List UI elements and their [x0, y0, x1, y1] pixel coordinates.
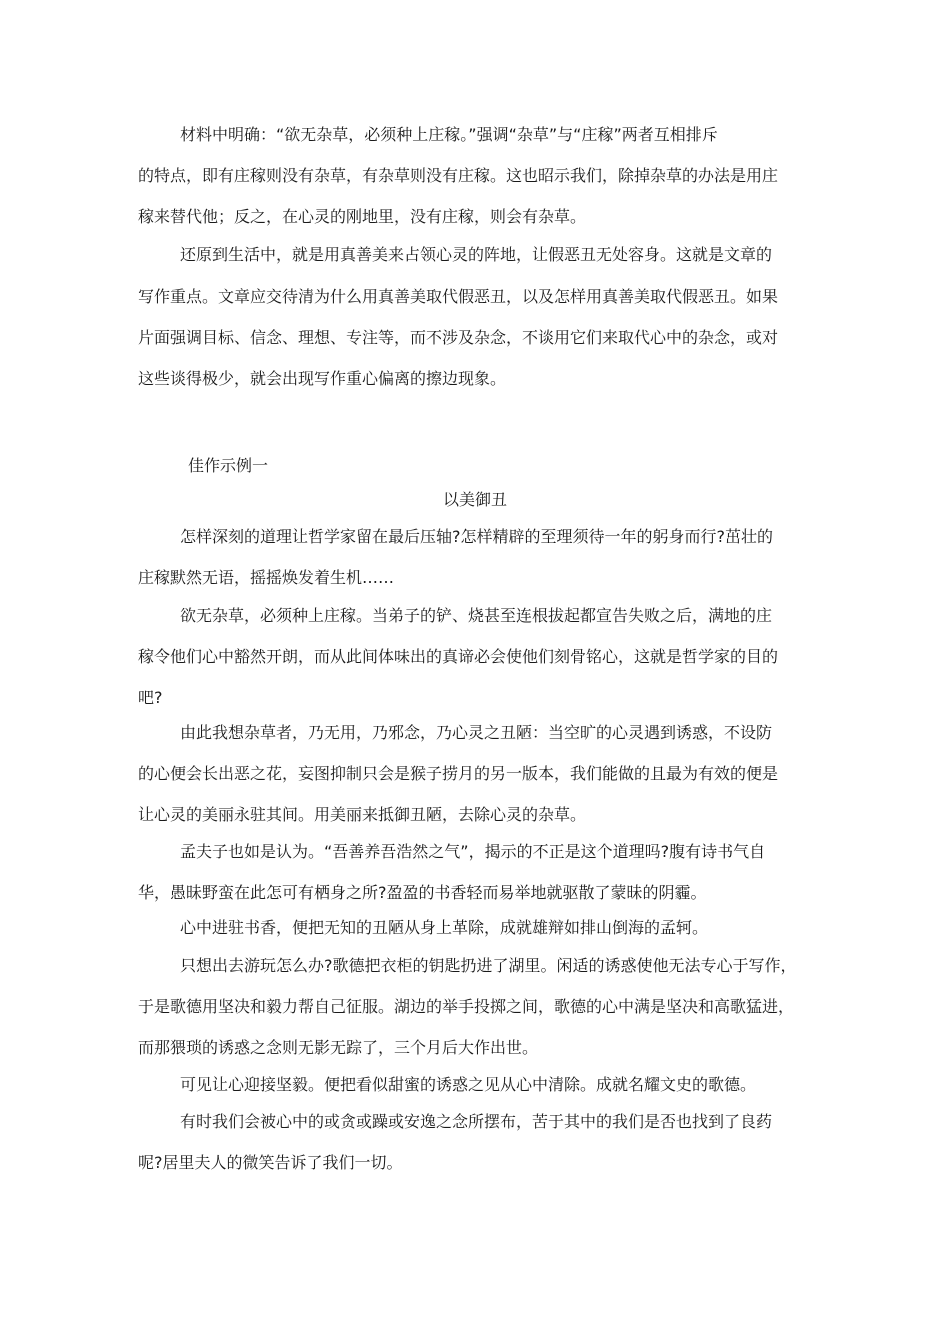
- text-line: 让心灵的美丽永驻其间。用美丽来抵御丑陋，去除心灵的杂草。: [138, 805, 587, 824]
- text-line: 还原到生活中，就是用真善美来占领心灵的阵地，让假恶丑无处容身。这就是文章的: [180, 245, 773, 264]
- text-line: 于是歌德用坚决和毅力帮自己征服。湖边的举手投掷之间，歌德的心中满是坚决和高歌猛进，: [138, 997, 795, 1016]
- text-line: 呢?居里夫人的微笑告诉了我们一切。: [138, 1153, 403, 1172]
- text-line: 稼令他们心中豁然开朗，而从此间体味出的真谛必会使他们刻骨铭心，这就是哲学家的目的: [138, 647, 779, 666]
- text-line: 稼来替代他；反之，在心灵的刚地里，没有庄稼，则会有杂草。: [138, 207, 587, 226]
- text-line: 孟夫子也如是认为。“吾善养吾浩然之气”，揭示的不正是这个道理吗?腹有诗书气自: [180, 842, 766, 861]
- text-line: 怎样深刻的道理让哲学家留在最后压轴?怎样精辟的至理须待一年的躬身而行?茁壮的: [180, 527, 773, 546]
- text-line: 欲无杂草，必须种上庄稼。当弟子的铲、烧甚至连根拔起都宣告失败之后，满地的庄: [180, 606, 773, 625]
- text-line: 心中进驻书香，便把无知的丑陋从身上革除，成就雄辩如排山倒海的孟轲。: [180, 918, 709, 937]
- text-line: 吧?: [138, 688, 163, 707]
- text-line: 而那猥琐的诱惑之念则无影无踪了，三个月后大作出世。: [138, 1038, 539, 1057]
- text-line: 只想出去游玩怎么办?歌德把衣柜的钥匙扔进了湖里。闲适的诱惑使他无法专心于写作，: [180, 956, 797, 975]
- essay-title: 以美御丑: [442, 490, 507, 509]
- example-heading: 佳作示例一: [188, 456, 269, 475]
- text-line: 庄稼默然无语，摇摇焕发着生机……: [138, 568, 395, 587]
- text-line: 这些谈得极少，就会出现写作重心偏离的擦边现象。: [138, 369, 507, 388]
- text-line: 写作重点。文章应交待清为什么用真善美取代假恶丑，以及怎样用真善美取代假恶丑。如果: [138, 287, 779, 306]
- text-line: 材料中明确：“欲无杂草，必须种上庄稼。”强调“杂草”与“庄稼”两者互相排斥: [180, 125, 718, 144]
- text-line: 可见让心迎接坚毅。便把看似甜蜜的诱惑之见从心中清除。成就名耀文史的歌德。: [180, 1075, 757, 1094]
- text-line: 有时我们会被心中的或贪或躁或安逸之念所摆布，苦于其中的我们是否也找到了良药: [180, 1112, 773, 1131]
- text-line: 的心便会长出恶之花，妄图抑制只会是猴子捞月的另一版本，我们能做的且最为有效的便是: [138, 764, 779, 783]
- text-line: 华，愚昧野蛮在此怎可有栖身之所?盈盈的书香轻而易举地就驱散了蒙昧的阴霾。: [138, 883, 707, 902]
- text-line: 的特点，即有庄稼则没有杂草，有杂草则没有庄稼。这也昭示我们，除掉杂草的办法是用庄: [138, 166, 779, 185]
- text-line: 片面强调目标、信念、理想、专注等，而不涉及杂念，不谈用它们来取代心中的杂念，或对: [138, 328, 779, 347]
- text-line: 由此我想杂草者，乃无用，乃邪念，乃心灵之丑陋：当空旷的心灵遇到诱惑，不设防: [180, 723, 773, 742]
